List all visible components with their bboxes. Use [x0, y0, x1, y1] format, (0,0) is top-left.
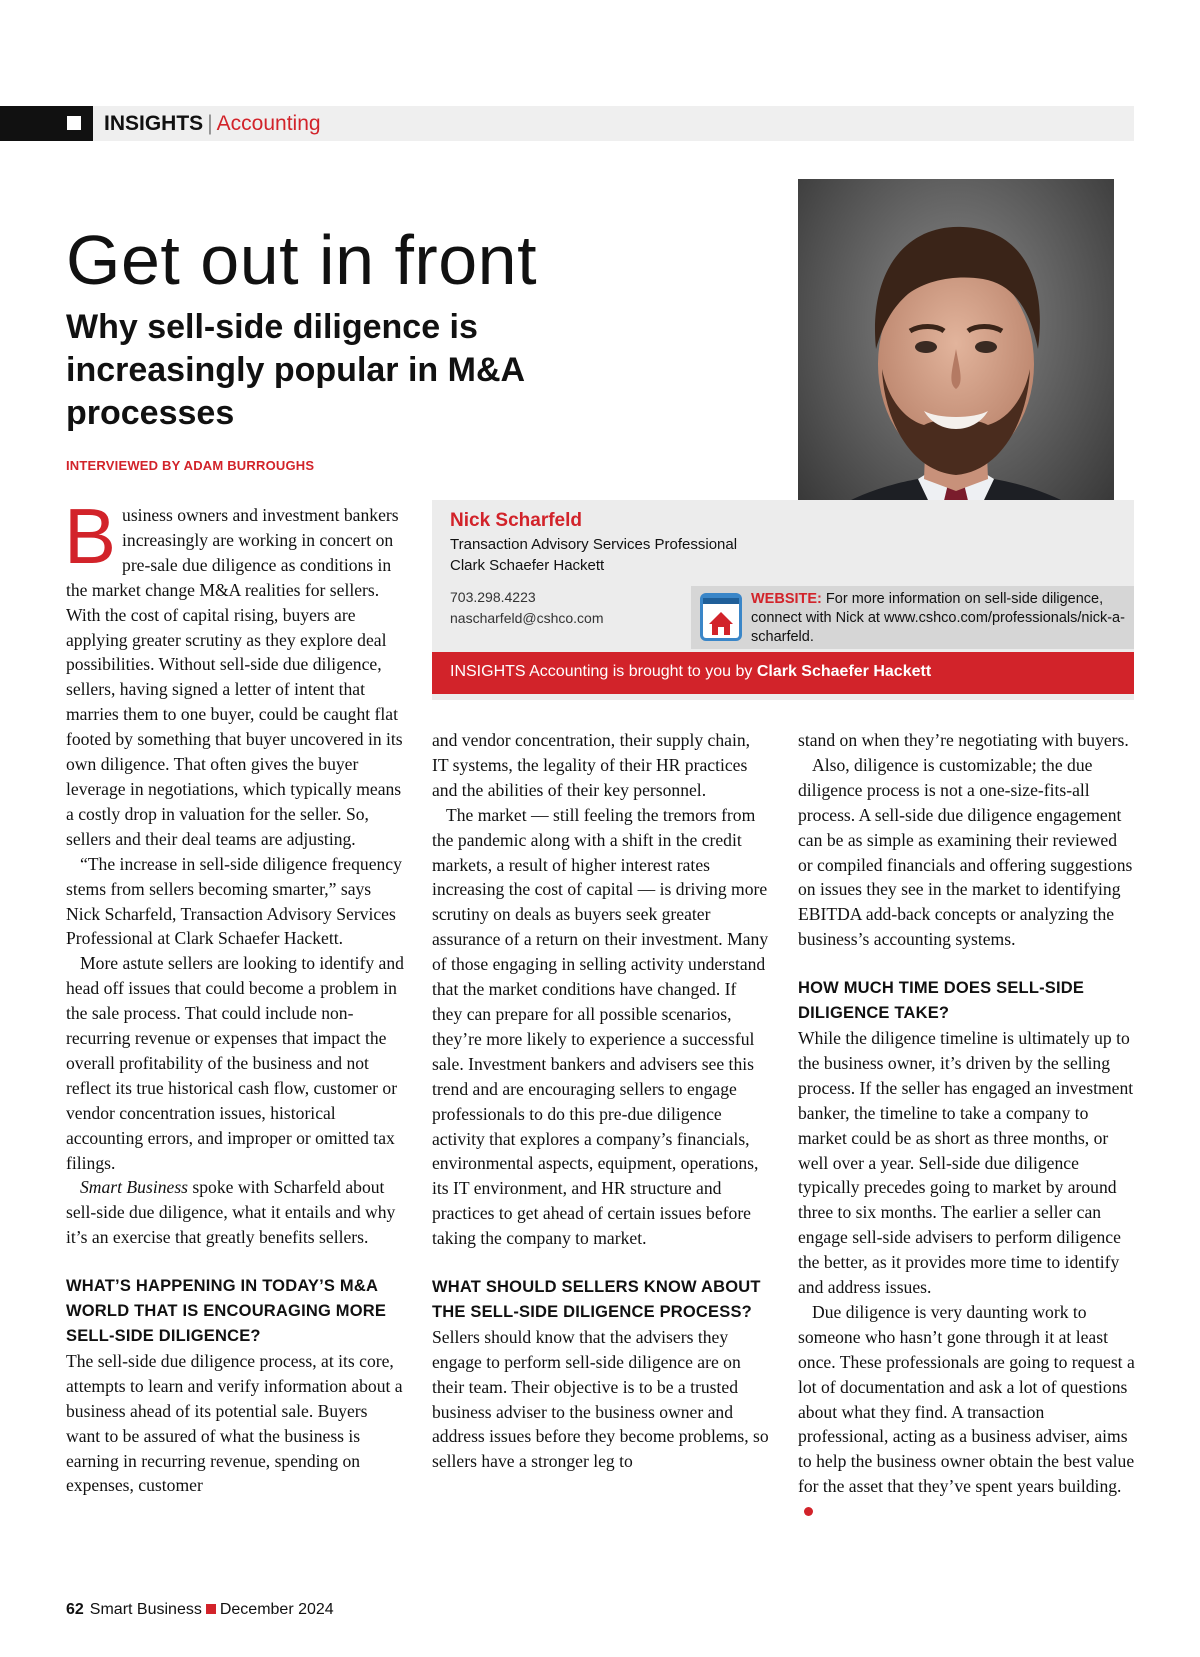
section-heading: WHAT’S HAPPENING IN TODAY’S M&A WORLD THAT IS ENCOURAGING MORE SELL-SIDE DILIGENCE?	[66, 1277, 387, 1345]
article-subheadline: Why sell-side diligence is increasingly popular in M&A processes	[66, 308, 524, 432]
section-label	[104, 112, 321, 136]
article-paragraph	[64, 492, 404, 852]
paragraph-text: Due diligence is very daunting work to someone who hasn’t gone through it at least once. These professionals are going to request a lot of documentation and ask a lot of questions about what they find. A transaction professional, acting as a business adviser, aims to help the business owner obtain the best value for the asset that they’ve spent years building.	[798, 1301, 1135, 1497]
article-paragraph: The market — still feeling the tremors from the pandemic along with a shift in the credit markets, a result of higher interest rates increasing the cost of capital — is driving more scrutiny on deals as buyers seek greater assurance of a return on their investment. Many of those engaging in selling activity understand that the market conditions have changed. If they can prepare for all possible scenarios, they’re more likely to experience a successful sale. Investment bankers and advisers see this trend and are encouraging sellers to engage professionals to do this pre-due diligence activity that explores a company’s financials, environmental aspects, equipment, operations, its IT environment, and HR structure and practices to get ahead of certain issues before taking the company to market.	[432, 804, 769, 1249]
article-paragraph	[66, 1175, 404, 1250]
article-paragraph: Sellers should know that the advisers they engage to perform sell-side diligence are on their team. Their objective is to be a trusted business adviser to the business owner and address issues before they become problems, so sellers have a stronger leg to	[432, 1326, 769, 1472]
header-black-block	[0, 106, 93, 141]
profile-card	[432, 500, 1134, 700]
website-callout	[691, 586, 1134, 649]
section-header-bar	[0, 106, 1134, 141]
article-paragraph: More astute sellers are looking to identify and head off issues that could become a problem in the sale process. That could include non-recurring revenue or expenses that impact the overall profitability of the business and not reflect its true historical cash flow, customer or vendor concentration issues, historical accounting errors, and improper or omitted tax filings.	[66, 953, 404, 1173]
article-paragraph: While the diligence timeline is ultimately up to the business owner, it’s driven by the selling process. If the seller has engaged an investment banker, the timeline to take a company to market could be as short as three months, or well over a year. Sell-side due diligence typically precedes going to market by around three to six months. The earlier a seller can engage sell-side advisers to perform diligence the better, as it provides more time to identify and address issues.	[798, 1027, 1134, 1298]
sponsor-banner	[432, 652, 1134, 694]
profile-phone: 703.298.4223	[450, 589, 536, 605]
house-web-icon	[699, 592, 743, 642]
intro-text: usiness owners and investment bankers increasingly are working in concert on pre-sale due diligence as conditions in the market change M&A realities for sellers. With the cost of capital rising, buyers are applying greater scrutiny as they explore deal possibilities. Without sell-side due diligence, sellers, having signed a letter of intent that marries them to one buyer, could be caught flat footed by something that buyer uncovered in its own diligence. That often gives the buyer leverage in negotiations, which typically means a costly drop in valuation for the seller. So, sellers and their deal teams are adjusting.	[66, 505, 403, 849]
website-text[interactable]	[751, 590, 1131, 647]
section-name: INSIGHTS	[104, 112, 204, 135]
profile-name: Nick Scharfeld	[450, 510, 582, 531]
article-paragraph: and vendor concentration, their supply chain, IT systems, the legality of their HR practices and the abilities of their key personnel.	[432, 730, 751, 800]
section-category: Accounting	[216, 112, 321, 135]
sponsor-line	[450, 663, 931, 681]
section-heading: HOW MUCH TIME DOES SELL-SIDE DILIGENCE TAKE?	[798, 979, 1085, 1023]
footer-square-icon	[206, 1604, 216, 1614]
sponsor-prefix: INSIGHTS Accounting is brought to you by	[450, 663, 757, 680]
article-byline: INTERVIEWED BY ADAM BURROUGHS	[66, 458, 315, 473]
article-headline: Get out in front	[66, 221, 538, 299]
article-column-2	[432, 728, 770, 1474]
header-square-icon	[67, 116, 81, 130]
issue-date: December 2024	[219, 1601, 334, 1618]
paragraph-text: spoke with Scharfeld about sell-side due diligence, what it entails and why it’s an exercise that greatly benefits sellers.	[66, 1177, 396, 1248]
page-number: 62	[66, 1601, 84, 1618]
article-column-1	[64, 492, 404, 1498]
page-footer	[66, 1601, 334, 1619]
profile-email[interactable]: nascharfeld@cshco.com	[450, 610, 604, 626]
section-separator: |	[207, 112, 213, 135]
article-paragraph: The sell-side due diligence process, at its core, attempts to learn and verify information about a business ahead of its potential sale. Buyers want to be assured of what the business is earning in recurring revenue, spending on expenses, customer	[66, 1350, 403, 1496]
publication-title: Smart Business	[89, 1601, 202, 1618]
website-label: WEBSITE:	[751, 591, 822, 607]
website-description: For more information on sell-side diligence, connect with Nick at www.cshco.com/professionals/nick-a-scharfeld.	[751, 591, 1125, 645]
sponsor-name: Clark Schaefer Hackett	[756, 663, 932, 680]
publication-name: Smart Business	[80, 1177, 189, 1198]
article-paragraph: stand on when they’re negotiating with buyers.	[798, 730, 1129, 750]
article-paragraph: “The increase in sell-side diligence frequency stems from sellers becoming smarter,” says Nick Scharfeld, Transaction Advisory Services Professional at Clark Schaefer Hackett.	[66, 853, 402, 949]
profile-company: Clark Schaefer Hackett	[450, 557, 605, 574]
section-heading: WHAT SHOULD SELLERS KNOW ABOUT THE SELL-SIDE DILIGENCE PROCESS?	[432, 1278, 761, 1321]
drop-cap: B	[64, 492, 117, 580]
article-paragraph	[798, 1300, 1136, 1524]
article-paragraph: Also, diligence is customizable; the due diligence process is not a one-size-fits-all process. A sell-side due diligence engagement can be as simple as examining their reviewed or compiled financials and offering suggestions on issues they see in the market to identifying EBITDA add-back concepts or analyzing the business’s accounting systems.	[798, 754, 1133, 950]
end-mark-icon	[804, 1507, 813, 1516]
profile-title: Transaction Advisory Services Professional	[450, 536, 738, 553]
article-column-3	[798, 728, 1136, 1524]
